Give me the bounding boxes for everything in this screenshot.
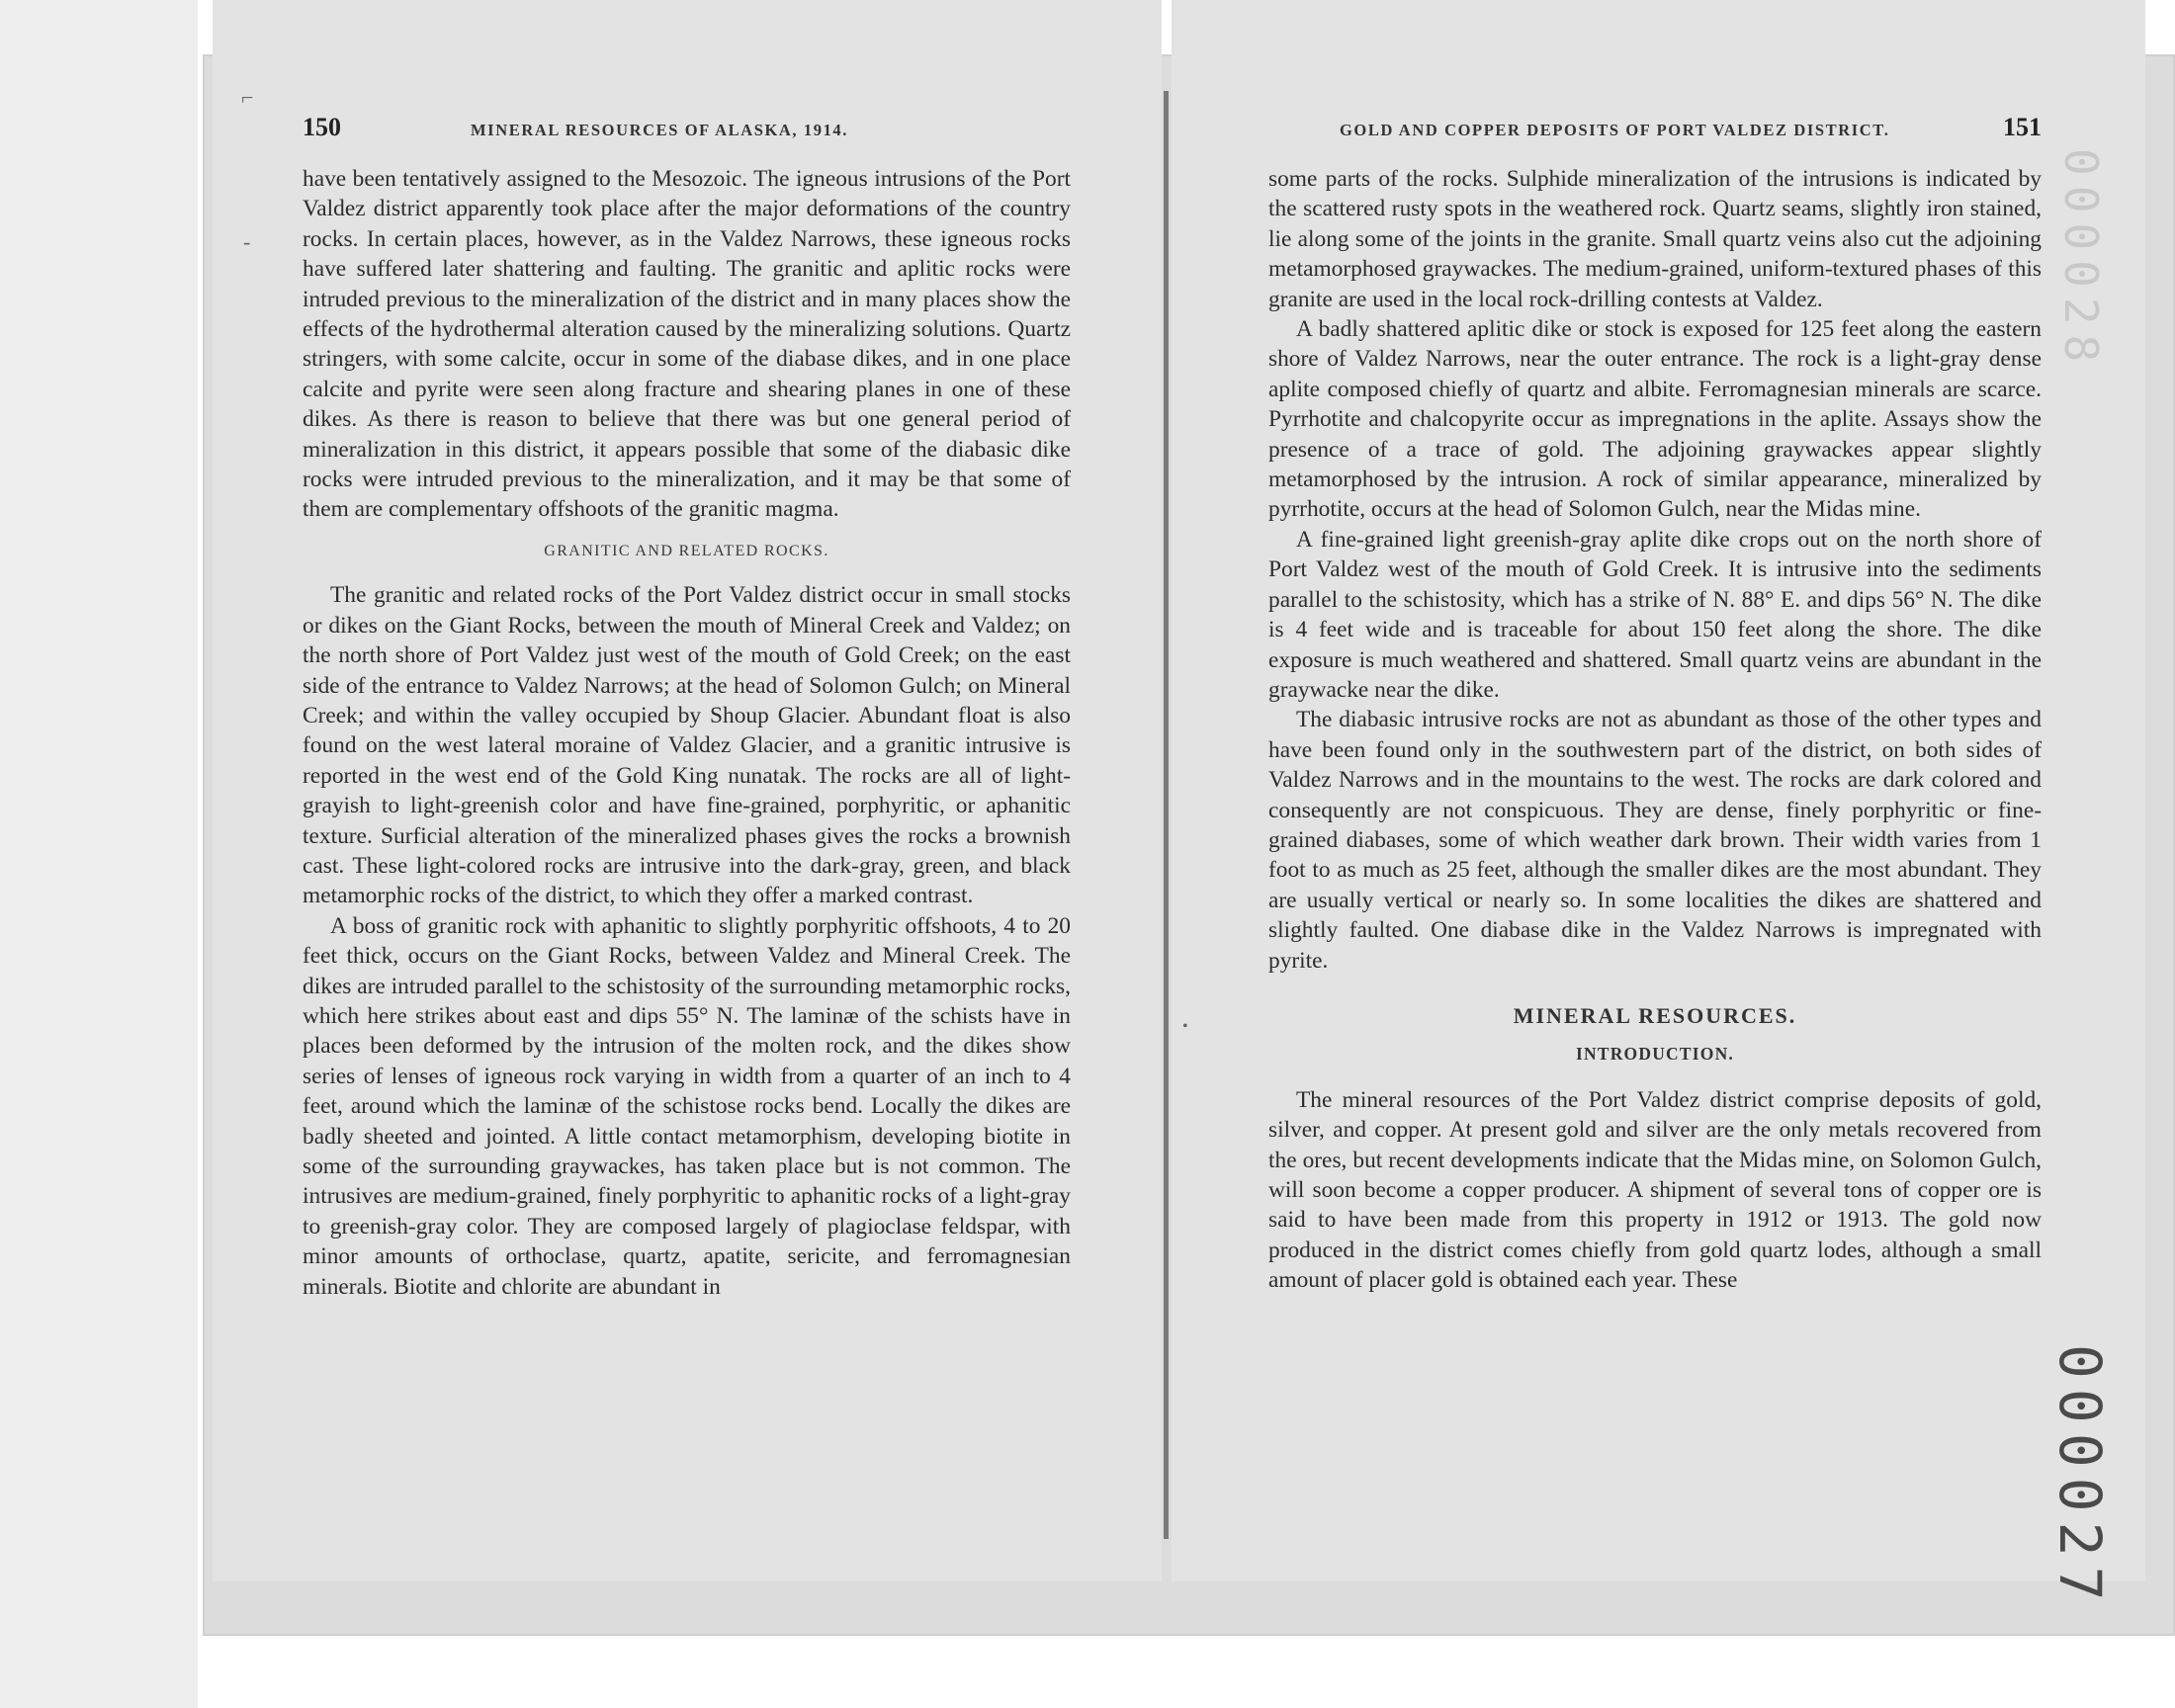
left-text-column	[303, 164, 1071, 1302]
paragraph: A boss of granitic rock with aphanitic to slightly porphyritic offshoots, 4 to 20 feet thick, occurs on the Giant Rocks, between Valdez and Mineral Creek. The dikes are intruded parallel to the schistosity of the surrounding metamorphic rocks, which here strikes about east and dips 55° N. The laminæ of the schists have in places been deformed by the intrusion of the molten rock, and the dikes show series of lenses of igneous rock varying in width from a quarter of an inch to 4 feet, around which the laminæ of the schistose rocks bend. Locally the dikes are badly sheeted and jointed. A little contact metamorphism, developing biotite in some of the surrounding graywackes, has taken place but is not common. The intrusives are medium-grained, finely porphyritic to aphanitic rocks of a light-gray to greenish-gray color. They are composed largely of plagioclase feldspar, with minor amounts of orthoclase, quartz, apatite, sericite, and ferromagnesian minerals. Biotite and chlorite are abundant in	[303, 912, 1071, 1300]
left-header	[303, 111, 1039, 150]
scan-mark: -	[243, 229, 251, 254]
sub-heading: INTRODUCTION.	[1576, 1044, 1734, 1065]
paragraph: The diabasic intrusive rocks are not as abundant as those of the other types and have been found only in the southwestern part of the district, on both sides of Valdez Narrows and in the mountains to the west. The rocks are dark colored and consequently are not conspicuous. They are dense, finely porphyritic or fine-grained diabases, some of which weather dark brown. Their width varies from 1 foot to as much as 25 feet, although the smaller dikes are the most abundant. They are usually vertical or nearly so. In some localities the dikes are shattered and slightly faulted. One diabase dike in the Valdez Narrows is impregnated with pyrite.	[1268, 707, 2042, 974]
paragraph: The mineral resources of the Port Valdez district comprise deposits of gold, silver, and copper. At present gold and silver are the only metals recovered from the ores, but recent developments indicate that the Midas mine, on Solomon Gulch, will soon become a copper producer. A shipment of several tons of copper ore is said to have been made from this property in 1912 or 1913. The gold now produced in the district comes chiefly from gold quartz lodes, although a small amount of placer gold is obtained each year. These	[1268, 1086, 2042, 1294]
scan-mark: ⌐	[241, 85, 254, 110]
right-header	[1340, 111, 2042, 150]
right-page-number: 151	[2003, 113, 2042, 141]
scan-mark: •	[1182, 1018, 1188, 1035]
archive-stamp-faint: 000028	[2054, 148, 2108, 373]
scan-margin	[0, 0, 198, 1708]
major-heading: MINERAL RESOURCES.	[1513, 1002, 1797, 1028]
page-gutter	[1164, 91, 1169, 1539]
paragraph: some parts of the rocks. Sulphide mineralization of the intrusions is indicated by the scattered rusty spots in the weathered rock. Quartz seams, slightly iron stained, lie along some of the joints in the granite. Small quartz veins also cut the adjoining metamorphosed graywackes. The medium-grained, uniform-textured phases of this granite are used in the local rock-drilling contests at Valdez.	[1268, 166, 2042, 312]
right-text-column	[1268, 164, 2042, 1296]
archive-stamp: 000027	[2046, 1344, 2114, 1611]
right-running-head: GOLD AND COPPER DEPOSITS OF PORT VALDEZ DISTRICT.	[1340, 121, 1890, 139]
paragraph: have been tentatively assigned to the Mesozoic. The igneous intrusions of the Port Valdez district apparently took place after the major deformations of the country rocks. In certain places, however, as in the Valdez Narrows, these igneous rocks have suffered later shattering and faulting. The granitic and aplitic rocks were intruded previous to the mineralization of the district and in many places show the effects of the hydrothermal alteration caused by the mineralizing solutions. Quartz stringers, with some calcite, occur in some of the diabase dikes, and in one place calcite and pyrite were seen along fracture and shearing planes in one of these dikes. As there is reason to believe that there was but one general period of mineralization in this district, it appears possible that some of the diabasic dike rocks were intruded previous to the mineralization, and it may be that some of them are complementary offshoots of the granitic magma.	[303, 166, 1071, 523]
paragraph: A fine-grained light greenish-gray aplite dike crops out on the north shore of Port Valdez west of the mouth of Gold Creek. It is intrusive into the sediments parallel to the schistosity, which has a strike of N. 88° E. and dips 56° N. The dike is 4 feet wide and is traceable for about 150 feet along the shore. The dike exposure is much weathered and shattered. Small quartz veins are abundant in the graywacke near the dike.	[1268, 526, 2042, 703]
left-page-number: 150	[303, 113, 341, 141]
left-running-head: MINERAL RESOURCES OF ALASKA, 1914.	[471, 121, 849, 139]
paragraph: The granitic and related rocks of the Port Valdez district occur in small stocks or dikes on the Giant Rocks, between the mouth of Mineral Creek and Valdez; on the north shore of Port Valdez just west of the mouth of Gold Creek; on the east side of the entrance to Valdez Narrows; at the head of Solomon Gulch; on Mineral Creek; and within the valley occupied by Shoup Glacier. Abundant float is also found on the west lateral moraine of Valdez Glacier, and a granitic intrusive is reported in the west end of the Gold King nunatak. The rocks are all of light-grayish to light-greenish color and have fine-grained, porphyritic, or aphanitic texture. Surficial alteration of the mineralized phases gives the rocks a brownish cast. These light-colored rocks are intrusive into the dark-gray, green, and black metamorphic rocks of the district, to which they offer a marked contrast.	[303, 582, 1071, 909]
section-heading: GRANITIC AND RELATED ROCKS.	[544, 542, 829, 559]
paragraph: A badly shattered aplitic dike or stock is exposed for 125 feet along the eastern shore of Valdez Narrows, near the outer entrance. The rock is a light-gray dense aplite composed chiefly of quartz and albite. Ferromagnesian minerals are scarce. Pyrrhotite and chalcopyrite occur as impregnations in the aplite. Assays show the presence of a trace of gold. The adjoining graywackes appear slightly metamorphosed by the intrusion. A rock of similar appearance, mineralized by pyrrhotite, occurs at the head of Solomon Gulch, near the Midas mine.	[1268, 316, 2042, 523]
